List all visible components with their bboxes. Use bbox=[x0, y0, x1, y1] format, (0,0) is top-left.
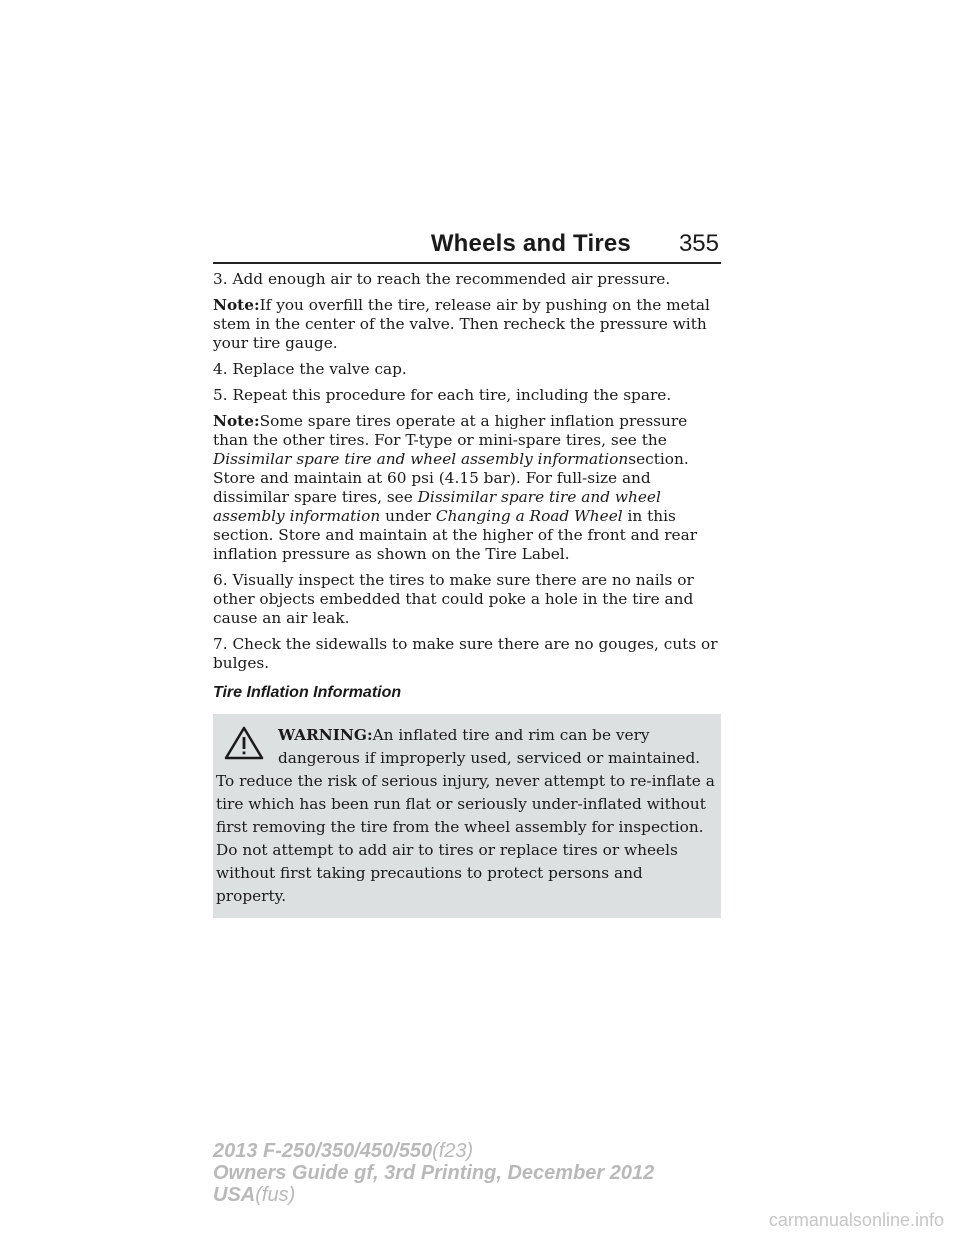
step-7: 7. Check the sidewalls to make sure there are no gouges, cuts or bulges. bbox=[213, 635, 718, 672]
watermark-text: carmanualsonline.info bbox=[768, 1210, 944, 1230]
page-content bbox=[213, 270, 721, 918]
cross-reference: Changing a Road Wheel bbox=[435, 507, 623, 525]
footer-guide: Owners Guide gf, 3rd Printing, December 2012 bbox=[213, 1162, 655, 1184]
note-text: in this section. Store and maintain at the higher of the front and rear inflation pressure as shown on the Tire Label. bbox=[213, 507, 698, 563]
footer-model-line bbox=[213, 1140, 654, 1162]
warning-label: WARNING: bbox=[278, 726, 373, 744]
note-overfill bbox=[213, 296, 721, 353]
step-6: 6. Visually inspect the tires to make sure there are no nails or other objects embedded that could poke a hole in the tire and cause an air leak. bbox=[213, 571, 694, 627]
footer-region-code: (fus) bbox=[255, 1184, 296, 1206]
footer-region: USA bbox=[213, 1184, 256, 1206]
note-text: section. Store and maintain at 60 psi (4.15 bar). For full-size and dissimilar spare tires, see bbox=[213, 450, 689, 506]
note-text: If you overfill the tire, release air by pushing on the metal stem in the center of the valve. Then recheck the pressure with your tire gauge. bbox=[213, 296, 710, 352]
cross-reference: Dissimilar spare tire and wheel assembly information bbox=[213, 488, 661, 525]
note-text: Some spare tires operate at a higher inflation pressure than the other tires. For T-type or mini-spare tires, see the bbox=[213, 412, 688, 449]
warning-box bbox=[213, 714, 721, 918]
note-spare-tires bbox=[213, 412, 721, 564]
step-4: 4. Replace the valve cap. bbox=[213, 360, 407, 378]
note-label: Note: bbox=[213, 412, 260, 430]
note-text: under bbox=[385, 507, 431, 525]
warning-text: An inflated tire and rim can be very dangerous if improperly used, serviced or maintained. To reduce the risk of serious injury, never attempt to re-inflate a tire which has been run flat or seriously under-inflated without first removing the tire from the wheel assembly for inspection. Do not attempt to add air to tires or replace tires or wheels without first taking precautions to protect persons and property. bbox=[216, 726, 715, 905]
note-label: Note: bbox=[213, 296, 260, 314]
page-number: 355 bbox=[678, 230, 719, 257]
step-3: 3. Add enough air to reach the recommended air pressure. bbox=[213, 270, 671, 288]
section-title: Wheels and Tires bbox=[430, 230, 631, 257]
subheading: Tire Inflation Information bbox=[213, 684, 402, 701]
page-header bbox=[213, 228, 721, 264]
footer-model-code: (f23) bbox=[432, 1140, 474, 1162]
footer-model: 2013 F-250/350/450/550 bbox=[213, 1140, 433, 1162]
page-footer bbox=[213, 1140, 654, 1206]
cross-reference: Dissimilar spare tire and wheel assembly information bbox=[213, 450, 629, 468]
step-5: 5. Repeat this procedure for each tire, including the spare. bbox=[213, 386, 672, 404]
footer-region-line bbox=[213, 1184, 654, 1206]
warning-triangle-icon bbox=[224, 726, 264, 760]
